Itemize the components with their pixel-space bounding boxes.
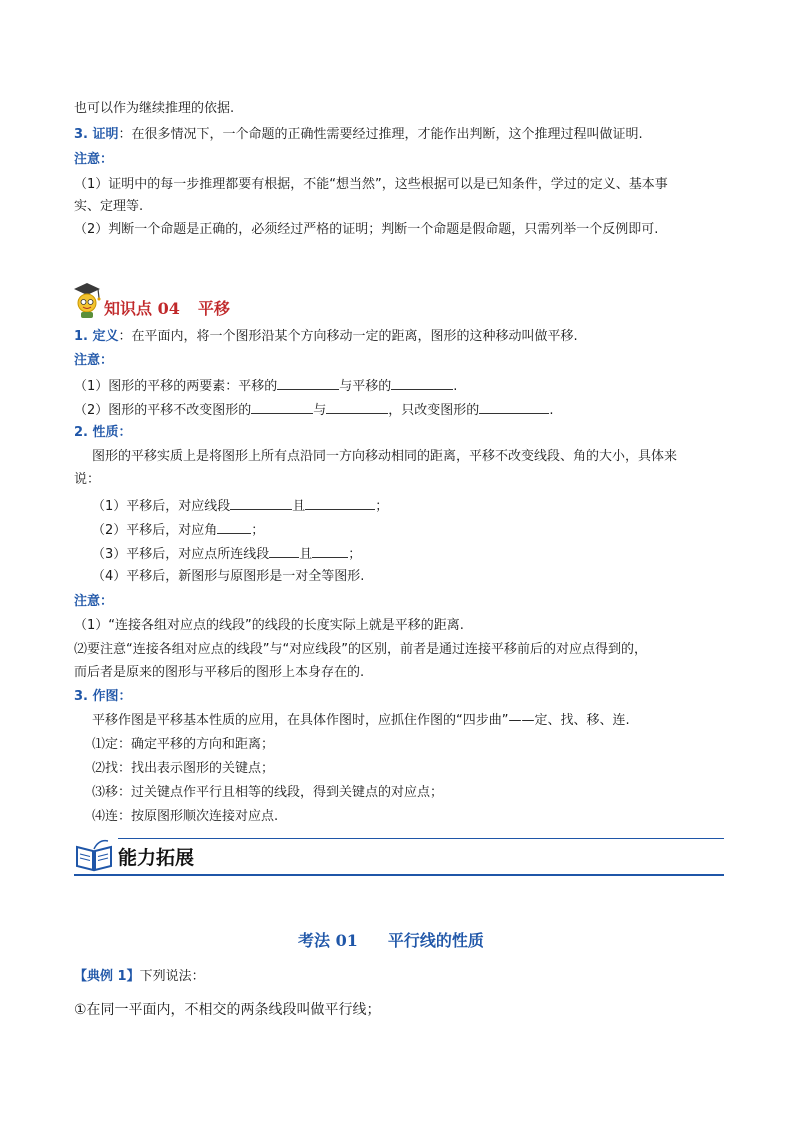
knowledge-point-heading bbox=[104, 298, 230, 322]
blank-text: （2）平移后，对应角 bbox=[92, 523, 218, 538]
properties-label: 2. 性质 bbox=[74, 425, 119, 440]
text-line: 而后者是原来的图形与平移后的图形上本身存在的. bbox=[74, 665, 365, 680]
text-line: （1）“连接各组对应点的线段”的线段的长度实际上就是平移的距离. bbox=[74, 618, 464, 633]
text-line: 平移作图是平移基本性质的应用，在具体作图时，应抓住作图的“四步曲”——定、找、移、连. bbox=[92, 713, 630, 728]
colon: ： bbox=[118, 425, 132, 440]
colon: ： bbox=[118, 689, 132, 704]
answer-blank[interactable] bbox=[277, 376, 339, 390]
example-line bbox=[74, 968, 205, 986]
blank-text: 与平移的 bbox=[339, 379, 392, 394]
text-line: 实、定理等. bbox=[74, 199, 144, 214]
note-label: 注意： bbox=[74, 353, 114, 368]
note-label: 注意： bbox=[74, 152, 114, 167]
section-rule-top bbox=[118, 838, 724, 839]
translation-definition bbox=[74, 328, 578, 346]
proof-definition bbox=[74, 126, 643, 144]
method-heading bbox=[298, 930, 484, 954]
example-text: 下列说法： bbox=[139, 969, 205, 984]
text-line: 图形的平移实质上是将图形上所有点沿同一方向移动相同的距离，平移不改变线段、角的大小，具体来 bbox=[92, 449, 678, 464]
step-item: ⑶移：过关键点作平行且相等的线段，得到关键点的对应点； bbox=[92, 785, 444, 800]
knowledge-point-number: 知识点 04 bbox=[104, 299, 180, 318]
answer-blank[interactable] bbox=[312, 544, 348, 558]
answer-blank[interactable] bbox=[269, 544, 299, 558]
fill-blank-line bbox=[92, 520, 264, 540]
fill-blank-line bbox=[92, 544, 361, 564]
example-label: 【典例 1】 bbox=[74, 969, 140, 984]
drawing-label: 3. 作图 bbox=[74, 689, 119, 704]
blank-text: . bbox=[549, 403, 554, 418]
fill-blank-line bbox=[74, 400, 553, 420]
blank-text: （1）平移后，对应线段 bbox=[92, 499, 231, 514]
blank-text: （2）图形的平移不改变图形的 bbox=[74, 403, 252, 418]
blank-text: 与 bbox=[313, 403, 327, 418]
ability-heading: 能力拓展 bbox=[118, 847, 195, 869]
proof-label: 3. 证明 bbox=[74, 127, 119, 142]
section-divider bbox=[74, 874, 724, 876]
text-line: （2）判断一个命题是正确的，必须经过严格的证明；判断一个命题是假命题，只需列举一个反例即可. bbox=[74, 222, 659, 237]
step-item: ⑵找：找出表示图形的关键点； bbox=[92, 761, 275, 776]
fill-blank-line bbox=[74, 376, 457, 396]
blank-text: . bbox=[453, 379, 458, 394]
step-item: ⑴定：确定平移的方向和距离； bbox=[92, 737, 275, 752]
answer-blank[interactable] bbox=[217, 520, 251, 534]
blank-text: ，只改变图形的 bbox=[388, 403, 480, 418]
answer-blank[interactable] bbox=[391, 376, 453, 390]
blank-text: ； bbox=[348, 547, 362, 562]
properties-heading bbox=[74, 424, 132, 442]
answer-blank[interactable] bbox=[251, 400, 313, 414]
definition-text: ：在平面内，将一个图形沿某个方向移动一定的距离，图形的这种移动叫做平移. bbox=[118, 329, 578, 344]
blank-text: 且 bbox=[292, 499, 306, 514]
method-number: 考法 01 bbox=[298, 931, 358, 950]
text-line: 也可以作为继续推理的依据. bbox=[74, 101, 235, 116]
blank-text: （3）平移后，对应点所连线段 bbox=[92, 547, 270, 562]
answer-blank[interactable] bbox=[305, 496, 375, 510]
example-item: ①在同一平面内，不相交的两条线段叫做平行线； bbox=[74, 1002, 381, 1018]
note-label: 注意： bbox=[74, 594, 114, 609]
knowledge-point-title: 平移 bbox=[197, 299, 230, 318]
answer-blank[interactable] bbox=[479, 400, 549, 414]
text-line: ⑵要注意“连接各组对应点的线段”与“对应线段”的区别，前者是通过连接平移前后的对应点得到的， bbox=[74, 642, 647, 657]
teacher-doctor-icon bbox=[70, 280, 104, 320]
method-title: 平行线的性质 bbox=[387, 931, 484, 950]
book-icon bbox=[74, 837, 114, 873]
drawing-heading bbox=[74, 688, 132, 706]
proof-text: ：在很多情况下，一个命题的正确性需要经过推理，才能作出判断，这个推理过程叫做证明. bbox=[118, 127, 643, 142]
blank-text: 且 bbox=[299, 547, 313, 562]
answer-blank[interactable] bbox=[230, 496, 292, 510]
blank-text: ； bbox=[375, 499, 389, 514]
fill-blank-line bbox=[92, 496, 388, 516]
definition-label: 1. 定义 bbox=[74, 329, 119, 344]
blank-text: ； bbox=[251, 523, 265, 538]
text-line: （4）平移后，新图形与原图形是一对全等图形. bbox=[92, 569, 365, 584]
text-line: 说： bbox=[74, 472, 101, 487]
blank-text: （1）图形的平移的两要素：平移的 bbox=[74, 379, 278, 394]
answer-blank[interactable] bbox=[326, 400, 388, 414]
text-line: （1）证明中的每一步推理都要有根据，不能“想当然”，这些根据可以是已知条件，学过的定义、基本事 bbox=[74, 177, 668, 192]
step-item: ⑷连：按原图形顺次连接对应点. bbox=[92, 809, 279, 824]
